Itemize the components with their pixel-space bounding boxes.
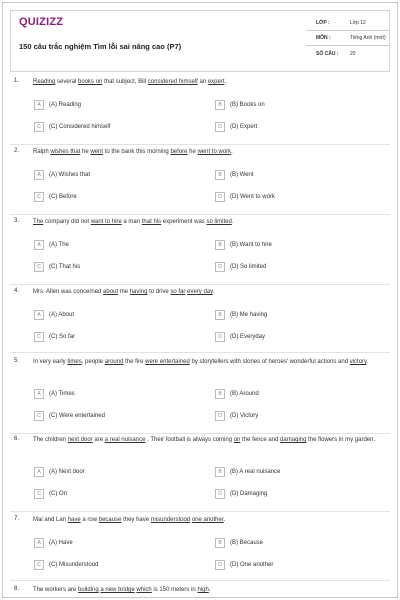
option-letter-box: A xyxy=(34,538,44,548)
answer-option-c[interactable] xyxy=(34,410,105,421)
underlined-segment: Reading xyxy=(33,79,56,85)
option-letter-box: B xyxy=(215,389,225,399)
option-letter-box: C xyxy=(34,122,44,132)
option-letter-box: D xyxy=(215,560,225,570)
text-segment: . xyxy=(212,289,215,295)
meta-key: MÔN : xyxy=(316,35,331,41)
meta-row-class xyxy=(306,16,390,31)
option-letter-box: B xyxy=(215,467,225,477)
option-label: (D) Expert xyxy=(230,123,258,130)
underlined-segment: on xyxy=(233,437,241,443)
answer-option-d[interactable] xyxy=(215,331,265,342)
question-text xyxy=(33,78,389,87)
underlined-segment: next door xyxy=(67,437,93,443)
answer-option-d[interactable] xyxy=(215,261,266,272)
text-segment: Mrs. Allen was concerned xyxy=(33,289,104,295)
underlined-segment: so far xyxy=(170,289,186,295)
text-segment: me xyxy=(118,289,130,295)
question-text xyxy=(33,516,389,525)
answer-option-d[interactable] xyxy=(215,191,275,202)
underlined-segment: misunderstood xyxy=(150,517,191,523)
text-segment: to the bank this morning xyxy=(103,149,171,155)
underlined-segment: every day xyxy=(187,289,213,295)
text-segment: . Their football is always coming xyxy=(145,437,234,443)
option-label: (B) Want to hire xyxy=(230,241,272,248)
option-label: (A) About xyxy=(49,311,75,318)
underlined-segment: went xyxy=(90,149,104,155)
option-letter-box: C xyxy=(34,489,44,499)
question-text xyxy=(33,218,389,227)
underlined-segment: high xyxy=(197,587,209,593)
underlined-segment: which xyxy=(136,587,152,593)
option-letter-box: A xyxy=(34,240,44,250)
underlined-segment: a new bridge xyxy=(100,587,135,593)
text-segment: In very early xyxy=(33,359,68,365)
option-letter-box: C xyxy=(34,560,44,570)
option-label: (C) On xyxy=(49,490,67,497)
option-letter-box: A xyxy=(34,310,44,320)
answer-option-d[interactable] xyxy=(215,488,267,499)
option-label: (A) The xyxy=(49,241,69,248)
question-number: 7. xyxy=(14,516,20,522)
option-label: (A) Have xyxy=(49,539,73,546)
option-letter-box: D xyxy=(215,332,225,342)
underlined-segment: The xyxy=(33,219,44,225)
option-label: (D) One another xyxy=(230,561,274,568)
question-divider xyxy=(10,580,390,581)
question-divider xyxy=(10,284,390,285)
option-letter-box: C xyxy=(34,411,44,421)
text-segment: they have xyxy=(121,517,151,523)
answer-option-b[interactable] xyxy=(215,388,259,399)
question-text xyxy=(33,288,389,297)
text-segment: . xyxy=(366,359,369,365)
option-letter-box: A xyxy=(34,170,44,180)
answer-option-a[interactable] xyxy=(34,239,69,250)
text-segment: the flowers in my garden. xyxy=(306,437,376,443)
underlined-segment: about xyxy=(103,289,119,295)
option-letter-box: B xyxy=(215,240,225,250)
text-segment: he xyxy=(187,149,198,155)
question-divider xyxy=(10,511,390,512)
option-letter-box: A xyxy=(34,100,44,110)
answer-option-c[interactable] xyxy=(34,559,98,570)
underlined-segment: were entertained xyxy=(145,359,190,365)
answer-option-a[interactable] xyxy=(34,99,81,110)
meta-key: SỐ CÂU : xyxy=(316,50,339,57)
option-letter-box: A xyxy=(34,467,44,477)
answer-option-c[interactable] xyxy=(34,488,67,499)
text-segment: he xyxy=(80,149,91,155)
answer-option-c[interactable] xyxy=(34,331,75,342)
text-segment: . xyxy=(231,149,233,155)
question-divider xyxy=(10,214,390,215)
option-label: (C) Misunderstood xyxy=(49,561,99,568)
question-divider xyxy=(10,433,390,434)
text-segment: is 150 meters in xyxy=(151,587,198,593)
option-letter-box: B xyxy=(215,100,225,110)
meta-key: LỚP : xyxy=(316,20,330,26)
option-label: (C) Considered himself xyxy=(49,123,111,130)
text-segment: . xyxy=(208,587,211,593)
underlined-segment: wishes that xyxy=(50,149,81,155)
option-label: (B) Because xyxy=(230,539,264,546)
text-segment: a row xyxy=(80,517,99,523)
answer-option-a[interactable] xyxy=(34,466,85,477)
answer-option-b[interactable] xyxy=(215,239,272,250)
answer-option-c[interactable] xyxy=(34,121,110,132)
answer-option-a[interactable] xyxy=(34,388,75,399)
text-segment: The workers are xyxy=(33,587,79,593)
option-letter-box: B xyxy=(215,170,225,180)
text-segment: The children xyxy=(33,437,68,443)
text-segment: . xyxy=(224,79,227,85)
answer-option-c[interactable] xyxy=(34,191,77,202)
answer-option-d[interactable] xyxy=(215,410,258,421)
question-divider xyxy=(10,144,390,145)
option-label: (D) Damaging xyxy=(230,490,268,497)
text-segment: to drive xyxy=(147,289,171,295)
option-letter-box: B xyxy=(215,310,225,320)
option-label: (A) Next door xyxy=(49,468,85,475)
text-segment: . xyxy=(223,517,226,523)
meta-value: Tiếng Anh (mới) xyxy=(350,35,386,41)
answer-option-b[interactable] xyxy=(215,169,254,180)
option-letter-box: C xyxy=(34,192,44,202)
meta-value: Lớp 12 xyxy=(350,20,366,26)
option-label: (B) Books on xyxy=(230,101,265,108)
option-label: (C) That his xyxy=(49,263,81,270)
option-letter-box: D xyxy=(215,489,225,499)
option-letter-box: D xyxy=(215,411,225,421)
option-label: (A) Times xyxy=(49,390,75,397)
text-segment: Mai and Lan xyxy=(33,517,68,523)
option-letter-box: D xyxy=(215,122,225,132)
underlined-segment: that his xyxy=(141,219,162,225)
text-segment: the fire xyxy=(123,359,146,365)
option-label: (C) Were entertained xyxy=(49,412,105,419)
answer-option-d[interactable] xyxy=(215,121,257,132)
text-segment: , people xyxy=(81,359,105,365)
question-number: 2. xyxy=(14,148,20,154)
option-letter-box: D xyxy=(215,262,225,272)
option-letter-box: B xyxy=(215,538,225,548)
question-number: 6. xyxy=(14,436,20,442)
underlined-segment: around xyxy=(104,359,124,365)
text-segment: a man xyxy=(121,219,142,225)
text-segment: that subject, Bill xyxy=(102,79,148,85)
question-text xyxy=(33,358,389,367)
question-number: 5. xyxy=(14,358,20,364)
option-letter-box: D xyxy=(215,192,225,202)
answer-option-b[interactable] xyxy=(215,99,265,110)
meta-row-count xyxy=(306,46,390,61)
underlined-segment: went to work xyxy=(197,149,232,155)
underlined-segment: one another xyxy=(191,517,224,523)
underlined-segment: victory xyxy=(349,359,367,365)
underlined-segment: because xyxy=(98,517,122,523)
text-segment: an xyxy=(197,79,208,85)
underlined-segment: books on xyxy=(78,79,103,85)
question-text xyxy=(33,148,389,157)
text-segment: several xyxy=(55,79,79,85)
answer-option-b[interactable] xyxy=(215,537,263,548)
option-label: (B) A real nuisance xyxy=(230,468,281,475)
underlined-segment: times xyxy=(67,359,82,365)
document-header xyxy=(10,10,390,72)
text-segment: company did not xyxy=(43,219,91,225)
text-segment: by storytellers with stories of heroes' wonderful actions and xyxy=(189,359,350,365)
question-text xyxy=(33,586,389,595)
option-label: (D) Everyday xyxy=(230,333,266,340)
underlined-segment: building xyxy=(78,587,99,593)
underlined-segment: expert xyxy=(207,79,225,85)
meta-table xyxy=(306,16,390,68)
question-number: 1. xyxy=(14,78,20,84)
underlined-segment: a real nuisance xyxy=(104,437,146,443)
text-segment: the fence and xyxy=(240,437,281,443)
question-number: 4. xyxy=(14,288,20,294)
underlined-segment: damaging xyxy=(280,437,307,443)
text-segment: experiment was xyxy=(161,219,207,225)
quizizz-logo: QUIZIZZ xyxy=(19,16,64,28)
option-letter-box: C xyxy=(34,332,44,342)
text-segment: . xyxy=(231,219,234,225)
meta-row-subject xyxy=(306,31,390,46)
option-label: (D) Went to work xyxy=(230,193,275,200)
answer-option-a[interactable] xyxy=(34,169,90,180)
option-label: (D) Victory xyxy=(230,412,259,419)
option-label: (B) Went xyxy=(230,171,254,178)
option-label: (B) Around xyxy=(230,390,259,397)
meta-value: 20 xyxy=(350,50,356,57)
option-label: (A) Wishes that xyxy=(49,171,91,178)
option-label: (A) Reading xyxy=(49,101,82,108)
answer-option-c[interactable] xyxy=(34,261,80,272)
answer-option-a[interactable] xyxy=(34,309,74,320)
question-divider xyxy=(10,352,390,353)
answer-option-d[interactable] xyxy=(215,559,273,570)
underlined-segment: have xyxy=(67,517,81,523)
answer-option-a[interactable] xyxy=(34,537,73,548)
question-text xyxy=(33,436,389,445)
text-segment: Ralph xyxy=(33,149,51,155)
answer-option-b[interactable] xyxy=(215,466,280,477)
option-letter-box: C xyxy=(34,262,44,272)
underlined-segment: want to hire xyxy=(90,219,122,225)
underlined-segment: before xyxy=(170,149,188,155)
text-segment: are xyxy=(92,437,105,443)
answer-option-b[interactable] xyxy=(215,309,267,320)
option-label: (D) So limited xyxy=(230,263,267,270)
underlined-segment: considered himself xyxy=(147,79,198,85)
question-number: 8. xyxy=(14,586,20,592)
option-label: (C) So far xyxy=(49,333,76,340)
underlined-segment: so limited xyxy=(206,219,232,225)
document-title: 150 câu trắc nghiệm Tìm lỗi sai nâng cao (P7) xyxy=(19,42,182,51)
option-letter-box: A xyxy=(34,389,44,399)
option-label: (B) Me having xyxy=(230,311,268,318)
option-label: (C) Before xyxy=(49,193,77,200)
question-number: 3. xyxy=(14,218,20,224)
underlined-segment: having xyxy=(129,289,148,295)
page-frame xyxy=(2,2,398,598)
